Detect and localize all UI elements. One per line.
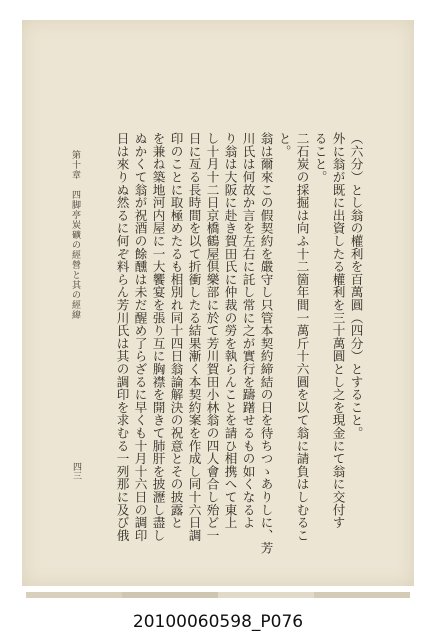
page-number: 四三 [71, 462, 81, 480]
image-caption: 20100060598_P076 [132, 612, 304, 632]
text-column-11: 印のことに取極めたるも相別れ同十四日翁論解決の祝意とその披露と [168, 132, 184, 529]
document-page [22, 20, 414, 586]
running-head: 第十章 四脚亭炭礦の經營と其の經緯 [70, 150, 80, 320]
text-column-1: （六分）とし翁の權利を百萬圓（四分）とすること。 [348, 132, 364, 440]
text-column-8: り翁は大阪に赴き賀田氏に仲裁の勞を執らんことを請ひ相携へて東上 [222, 132, 238, 529]
text-column-5: と。 [276, 132, 292, 158]
text-column-13: ぬかくて翁が祝酒の餘醺は未だ醒め了らざるに早くも十月十六日の調印 [132, 132, 148, 542]
text-column-12: を兼ね築地河内屋に一大饗宴を張り互に胸襟を開きて肺肝を披瀝し盡し [150, 132, 166, 542]
text-column-6: 翁は爾來この假契約を嚴守し只管本契約締結の日を待ちつゝありしに、芳 [258, 132, 274, 555]
text-column-9: し十月十二日京橋鶴屋倶樂部に於て芳川賀田小林翁の四人會合し殆ど一 [204, 132, 220, 542]
color-calibration-strip [26, 592, 410, 598]
text-column-14: 日は來りぬ然るに何ぞ料らん芳川氏は其の調印を求むる一列那に及び俄 [114, 132, 130, 542]
text-column-2: 外に翁が既に出資したる權利を三十萬圓とし之を現金にて翁に交付す [330, 132, 346, 529]
text-column-10: 日に亙る長時間を以て折衝したる結果漸く本契約案を作成し同十六日調 [186, 132, 202, 542]
text-column-3: ること。 [312, 132, 328, 184]
text-column-4: 二石炭の採掘は向ふ十二箇年間一萬斤十六圓を以て翁に請負はしむるこ [294, 132, 310, 542]
text-column-7: 川氏は何故か言を左右に託し常に之が實行を躊躇せるもの如くなるよ [240, 132, 256, 529]
